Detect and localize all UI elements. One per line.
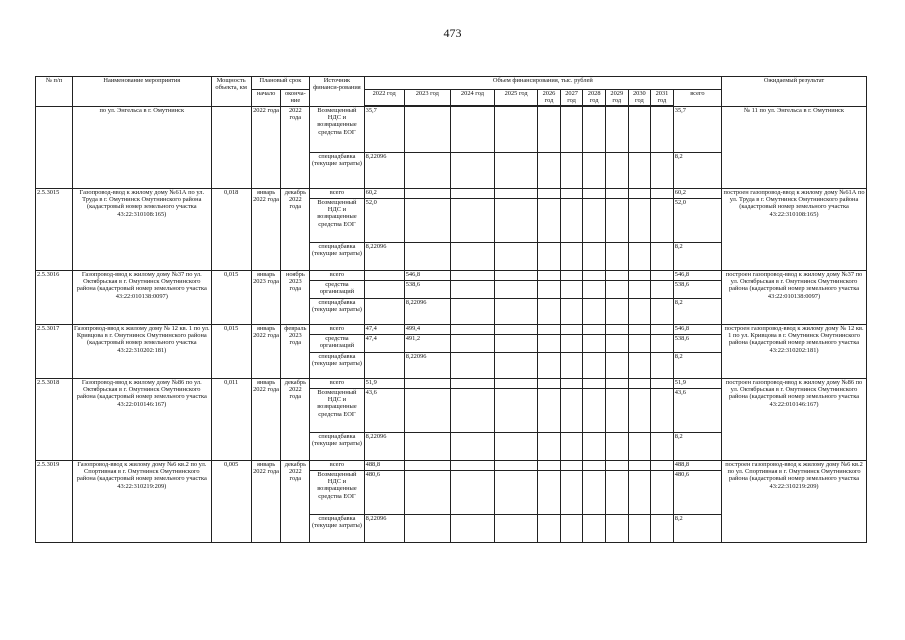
funding-source: всего [310, 324, 364, 334]
total-value: 8,2 [673, 298, 721, 324]
year-value [560, 460, 583, 470]
total-value: 546,8 [673, 270, 721, 280]
year-value [495, 198, 538, 242]
year-value [605, 378, 628, 388]
year-value [560, 334, 583, 352]
page-number: 473 [443, 26, 462, 40]
capacity-value [211, 106, 251, 188]
year-value [560, 378, 583, 388]
year-value [605, 152, 628, 188]
year-value [583, 298, 606, 324]
year-value [404, 106, 450, 152]
year-value [628, 470, 651, 514]
header-year: 2029 год [605, 90, 628, 106]
event-name: Газопровод-ввод к жилому дому №61А по ул. Труда в г. Омутнинск Омутнинского района (кадастровый номер земельного участка 43:22:310108:165) [72, 188, 211, 270]
year-value [583, 242, 606, 270]
funding-source: Возмещенный НДС и возвращенные средства ЕОГ [310, 198, 364, 242]
year-value [450, 378, 494, 388]
year-value: 47,4 [364, 324, 404, 334]
total-value: 43,6 [673, 388, 721, 432]
year-value: 8,22096 [364, 152, 404, 188]
year-value [538, 198, 561, 242]
total-value: 480,6 [673, 470, 721, 514]
header-year: 2028 год [583, 90, 606, 106]
period-end: февраль 2023 года [281, 324, 310, 378]
year-value [605, 470, 628, 514]
expected-result: построен газопровод-ввод к жилому дому №37 по ул. Октябрьская в г. Омутнинск Омутнинского района (кадастровый номер земельного участка 43:22:010138:0097) [722, 270, 867, 324]
year-value [651, 460, 674, 470]
year-value: 546,8 [404, 270, 450, 280]
year-value [450, 188, 494, 198]
year-value [605, 298, 628, 324]
year-value [495, 352, 538, 378]
total-value: 488,8 [673, 460, 721, 470]
year-value [450, 460, 494, 470]
total-value: 538,6 [673, 334, 721, 352]
year-value [651, 352, 674, 378]
header-year: 2023 год [404, 90, 450, 106]
period-start: январь 2022 года [251, 324, 281, 378]
year-value [495, 378, 538, 388]
event-name: Газопровод-ввод к жилому дому №37 по ул. Октябрьская в г. Омутнинск Омутнинского района (кадастровый номер земельного участка 43:22:010138:0097) [72, 270, 211, 324]
year-value [404, 514, 450, 542]
row-number [36, 106, 73, 188]
year-value [651, 188, 674, 198]
total-value: 51,9 [673, 378, 721, 388]
event-name: Газопровод-ввод к жилому дому №86 по ул. Октябрьская в г. Омутнинск Омутнинского района (кадастровый номер земельного участка 43:22:010146:167) [72, 378, 211, 460]
header-result: Ожидаемый результат [722, 77, 867, 107]
expected-result: № 11 по ул. Энгельса в г. Омутнинск [722, 106, 867, 188]
header-name: Наименование мероприятия [72, 77, 211, 107]
year-value: 499,4 [404, 324, 450, 334]
header-period-start: начало [251, 90, 281, 107]
year-value [450, 152, 494, 188]
year-value [651, 106, 674, 152]
header-year: 2030 год [628, 90, 651, 106]
year-value [628, 514, 651, 542]
year-value [495, 280, 538, 298]
year-value [538, 188, 561, 198]
year-value [364, 298, 404, 324]
year-value [651, 242, 674, 270]
year-value [583, 152, 606, 188]
year-value [538, 106, 561, 152]
year-value [404, 388, 450, 432]
year-value [495, 514, 538, 542]
funding-source: всего [310, 460, 364, 470]
capacity-value: 0,015 [211, 324, 251, 378]
row-number: 2.5.3015 [36, 188, 73, 270]
year-value [628, 388, 651, 432]
year-value [560, 470, 583, 514]
year-value [538, 470, 561, 514]
period-start: 2022 года [251, 106, 281, 188]
year-value [560, 270, 583, 280]
period-end: декабрь 2022 года [281, 460, 310, 542]
table-row [36, 324, 867, 334]
funding-source: спецнадбавка (текущие затраты) [310, 352, 364, 378]
header-year: 2031 год [651, 90, 674, 106]
year-value: 52,0 [364, 198, 404, 242]
year-value [538, 324, 561, 334]
year-value [605, 324, 628, 334]
funding-source: всего [310, 270, 364, 280]
header-year: 2026 год [538, 90, 561, 106]
total-value: 52,0 [673, 198, 721, 242]
funding-source: спецнадбавка (текущие затраты) [310, 242, 364, 270]
total-value: 546,8 [673, 324, 721, 334]
funding-source: спецнадбавка (текущие затраты) [310, 514, 364, 542]
year-value: 43,6 [364, 388, 404, 432]
header-total: всего [673, 90, 721, 107]
year-value [450, 270, 494, 280]
event-name: Газопровод-ввод к жилому дому № 12 кв. 1 по ул. Кривцова в г. Омутнинск Омутнинского района (кадастровый номер земельного участка 43:22:310202:181) [72, 324, 211, 378]
year-value [651, 470, 674, 514]
year-value [538, 334, 561, 352]
year-value [605, 352, 628, 378]
year-value [450, 280, 494, 298]
year-value [605, 432, 628, 460]
year-value: 8,22096 [364, 432, 404, 460]
expected-result: построен газопровод-ввод к жилому дому №6 кв.2 по ул. Спортивная в г. Омутнинск Омутнинского района (кадастровый номер земельного участка 43:22:310219:209) [722, 460, 867, 542]
year-value [628, 198, 651, 242]
year-value [605, 460, 628, 470]
funding-source: спецнадбавка (текущие затраты) [310, 298, 364, 324]
year-value [495, 432, 538, 460]
year-value [651, 514, 674, 542]
year-value [450, 298, 494, 324]
expected-result: построен газопровод-ввод к жилому дому № 12 кв. 1 по ул. Кривцова в г. Омутнинск Омутнинского района (кадастровый номер земельного участка 43:22:310202:181) [722, 324, 867, 378]
year-value [450, 432, 494, 460]
year-value [583, 106, 606, 152]
year-value [651, 198, 674, 242]
year-value [538, 388, 561, 432]
header-source: Источник финанси-рования [310, 77, 364, 107]
year-value [583, 388, 606, 432]
year-value [495, 152, 538, 188]
table-row [36, 460, 867, 470]
period-end: 2022 года [281, 106, 310, 188]
year-value [450, 242, 494, 270]
year-value [628, 460, 651, 470]
year-value [560, 198, 583, 242]
year-value [651, 432, 674, 460]
funding-source: спецнадбавка (текущие затраты) [310, 152, 364, 188]
year-value [651, 324, 674, 334]
year-value [651, 378, 674, 388]
total-value: 8,2 [673, 514, 721, 542]
total-value: 8,2 [673, 152, 721, 188]
period-end: ноябрь 2023 года [281, 270, 310, 324]
header-funding: Объем финансирования, тыс. рублей [364, 77, 721, 90]
year-value: 8,22096 [364, 242, 404, 270]
table-row [36, 106, 867, 152]
year-value [651, 298, 674, 324]
year-value: 488,8 [364, 460, 404, 470]
year-value [450, 324, 494, 334]
year-value: 8,22096 [404, 298, 450, 324]
year-value [495, 298, 538, 324]
funding-source: спецнадбавка (текущие затраты) [310, 432, 364, 460]
year-value: 538,6 [404, 280, 450, 298]
year-value [450, 470, 494, 514]
capacity-value: 0,018 [211, 188, 251, 270]
year-value [605, 198, 628, 242]
capacity-value: 0,015 [211, 270, 251, 324]
year-value [560, 432, 583, 460]
year-value [450, 388, 494, 432]
year-value: 8,22096 [404, 352, 450, 378]
total-value: 8,2 [673, 432, 721, 460]
year-value [651, 152, 674, 188]
total-value: 8,2 [673, 352, 721, 378]
year-value: 8,22096 [364, 514, 404, 542]
expected-result: построен газопровод-ввод к жилому дому №61А по ул. Труда в г. Омутнинск Омутнинского района (кадастровый номер земельного участка 43:22:310108:165) [722, 188, 867, 270]
year-value [628, 334, 651, 352]
year-value [495, 388, 538, 432]
row-number: 2.5.3016 [36, 270, 73, 324]
year-value [628, 106, 651, 152]
year-value [495, 270, 538, 280]
year-value [450, 352, 494, 378]
year-value [538, 432, 561, 460]
period-start: январь 2022 года [251, 460, 281, 542]
row-number: 2.5.3019 [36, 460, 73, 542]
row-number: 2.5.3018 [36, 378, 73, 460]
year-value [560, 152, 583, 188]
year-value [538, 152, 561, 188]
year-value: 491,2 [404, 334, 450, 352]
year-value [605, 334, 628, 352]
year-value [628, 280, 651, 298]
period-start: январь 2022 года [251, 188, 281, 270]
period-end: декабрь 2022 года [281, 188, 310, 270]
year-value [583, 198, 606, 242]
year-value [560, 106, 583, 152]
year-value [605, 514, 628, 542]
funding-source: средства организаций [310, 280, 364, 298]
year-value [583, 378, 606, 388]
year-value [628, 352, 651, 378]
year-value [495, 470, 538, 514]
header-capacity: Мощность объекта, км [211, 77, 251, 107]
year-value [628, 270, 651, 280]
year-value [495, 334, 538, 352]
year-value: 480,6 [364, 470, 404, 514]
funding-source: Возмещенный НДС и возвращенные средства ЕОГ [310, 106, 364, 152]
year-value [560, 324, 583, 334]
year-value [450, 514, 494, 542]
year-value [583, 188, 606, 198]
period-start: январь 2022 года [251, 378, 281, 460]
header-year: 2027 год [560, 90, 583, 106]
year-value [605, 106, 628, 152]
year-value [538, 514, 561, 542]
year-value [560, 514, 583, 542]
year-value [450, 198, 494, 242]
year-value [605, 188, 628, 198]
year-value [628, 432, 651, 460]
year-value [605, 280, 628, 298]
table-row [36, 188, 867, 198]
funding-source: всего [310, 188, 364, 198]
header-period-end: оконча-ние [281, 90, 310, 107]
header-year: 2024 год [450, 90, 494, 106]
year-value: 60,2 [364, 188, 404, 198]
year-value [495, 324, 538, 334]
year-value [404, 188, 450, 198]
year-value [628, 298, 651, 324]
year-value [628, 188, 651, 198]
funding-table [35, 76, 867, 543]
total-value: 538,6 [673, 280, 721, 298]
year-value [538, 460, 561, 470]
year-value [364, 280, 404, 298]
total-value: 60,2 [673, 188, 721, 198]
capacity-value: 0,011 [211, 378, 251, 460]
year-value [628, 324, 651, 334]
header-period: Плановый срок [251, 77, 310, 90]
year-value [605, 270, 628, 280]
year-value [583, 432, 606, 460]
funding-source: всего [310, 378, 364, 388]
year-value [560, 388, 583, 432]
event-name: по ул. Энгельса в г. Омутнинск [72, 106, 211, 188]
year-value [628, 152, 651, 188]
year-value [538, 352, 561, 378]
year-value [450, 106, 494, 152]
year-value [538, 270, 561, 280]
year-value [404, 198, 450, 242]
year-value [538, 378, 561, 388]
capacity-value: 0,005 [211, 460, 251, 542]
year-value [605, 388, 628, 432]
year-value [651, 280, 674, 298]
funding-source: средства организаций [310, 334, 364, 352]
year-value [404, 432, 450, 460]
year-value: 47,4 [364, 334, 404, 352]
year-value [404, 242, 450, 270]
year-value [404, 378, 450, 388]
table-row [36, 378, 867, 388]
period-end: декабрь 2022 года [281, 378, 310, 460]
year-value: 35,7 [364, 106, 404, 152]
table-row [36, 270, 867, 280]
year-value [651, 270, 674, 280]
year-value [583, 514, 606, 542]
row-number: 2.5.3017 [36, 324, 73, 378]
header-year: 2022 год [364, 90, 404, 106]
year-value [404, 460, 450, 470]
year-value [583, 334, 606, 352]
year-value [651, 388, 674, 432]
year-value [560, 188, 583, 198]
year-value [404, 152, 450, 188]
total-value: 35,7 [673, 106, 721, 152]
header-num: № п/п [36, 77, 73, 107]
year-value: 51,9 [364, 378, 404, 388]
year-value [651, 334, 674, 352]
year-value [583, 470, 606, 514]
period-start: январь 2023 года [251, 270, 281, 324]
year-value [560, 352, 583, 378]
year-value [605, 242, 628, 270]
year-value [404, 470, 450, 514]
expected-result: построен газопровод-ввод к жилому дому №86 по ул. Октябрьская в г. Омутнинск Омутнинского района (кадастровый номер земельного участка 43:22:010146:167) [722, 378, 867, 460]
year-value [583, 280, 606, 298]
year-value [583, 460, 606, 470]
header-year: 2025 год [495, 90, 538, 106]
year-value [364, 270, 404, 280]
year-value [495, 106, 538, 152]
year-value [560, 242, 583, 270]
year-value [495, 242, 538, 270]
year-value [583, 270, 606, 280]
year-value [495, 460, 538, 470]
year-value [560, 280, 583, 298]
year-value [560, 298, 583, 324]
year-value [495, 188, 538, 198]
funding-source: Возмещенный НДС и возвращенные средства ЕОГ [310, 470, 364, 514]
year-value [628, 378, 651, 388]
year-value [364, 352, 404, 378]
year-value [450, 334, 494, 352]
year-value [583, 324, 606, 334]
year-value [628, 242, 651, 270]
year-value [538, 280, 561, 298]
year-value [538, 298, 561, 324]
event-name: Газопровод-ввод к жилому дому №6 кв.2 по ул. Спортивная в г. Омутнинск Омутнинского района (кадастровый номер земельного участка 43:22:310219:209) [72, 460, 211, 542]
funding-source: Возмещенный НДС и возвращенные средства ЕОГ [310, 388, 364, 432]
year-value [538, 242, 561, 270]
total-value: 8,2 [673, 242, 721, 270]
year-value [583, 352, 606, 378]
